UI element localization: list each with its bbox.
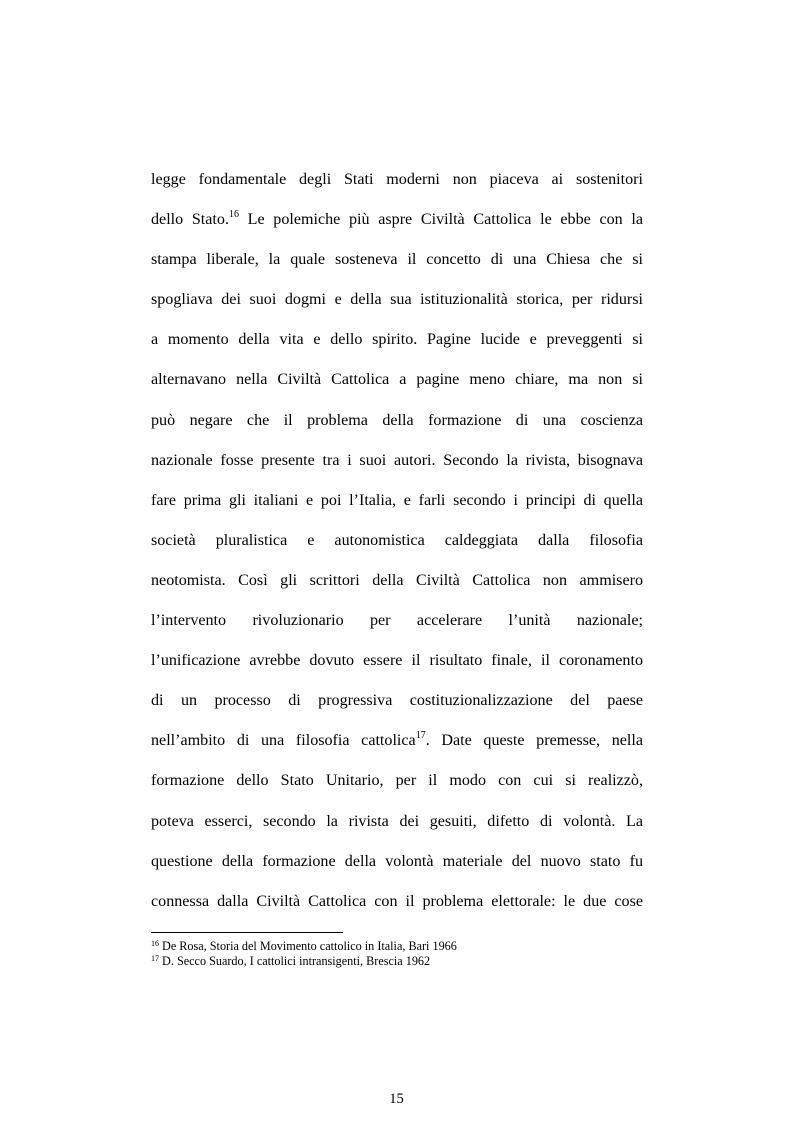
- text-line-6: alternavano nella Civiltà Cattolica a pagine meno chiare, ma non si: [151, 371, 643, 389]
- text-line-13: l’unificazione avrebbe dovuto essere il risultato finale, il coronamento: [151, 652, 643, 670]
- footnote-17: [151, 954, 643, 969]
- footnote-number: 16: [151, 939, 159, 948]
- footnote-16: [151, 939, 643, 954]
- text-line-8: nazionale fosse presente tra i suoi autori. Secondo la rivista, bisognava: [151, 451, 643, 469]
- text-line-11: neotomista. Così gli scrittori della Civiltà Cattolica non ammisero: [151, 571, 643, 589]
- text-line-16: formazione dello Stato Unitario, per il modo con cui si realizzò,: [151, 772, 643, 790]
- text-line-7: può negare che il problema della formazione di una coscienza: [151, 411, 643, 429]
- footnote-ref-17[interactable]: 17: [415, 730, 426, 742]
- text-line-12: l’intervento rivoluzionario per accelerare l’unità nazionale;: [151, 612, 643, 630]
- text-line-4: spogliava dei suoi dogmi e della sua istituzionalità storica, per ridursi: [151, 291, 643, 309]
- footnote-separator: [151, 932, 343, 933]
- footnote-text: D. Secco Suardo, I cattolici intransigenti, Brescia 1962: [159, 954, 431, 968]
- text-line-1: legge fondamentale degli Stati moderni non piaceva ai sostenitori: [151, 171, 643, 188]
- footnote-number: 17: [151, 954, 159, 963]
- text-line-17: poteva esserci, secondo la rivista dei gesuiti, difetto di volontà. La: [151, 812, 643, 830]
- text-line-3: stampa liberale, la quale sosteneva il concetto di una Chiesa che si: [151, 251, 643, 269]
- text-line-14: di un processo di progressiva costituzionalizzazione del paese: [151, 692, 643, 710]
- text-segment: dello Stato.: [151, 211, 229, 229]
- text-segment: nell’ambito di una filosofia cattolica: [151, 732, 416, 750]
- text-segment: Le polemiche più aspre Civiltà Cattolica le ebbe con la: [238, 211, 644, 229]
- text-segment: . Date queste premesse, nella: [425, 732, 643, 750]
- footnote-text: De Rosa, Storia del Movimento cattolico in Italia, Bari 1966: [159, 939, 457, 953]
- text-line-5: a momento della vita e dello spirito. Pagine lucide e preveggenti si: [151, 331, 643, 349]
- text-line-15: [151, 721, 643, 761]
- text-line-9: fare prima gli italiani e poi l’Italia, e farli secondo i principi di quella: [151, 491, 643, 509]
- footnote-ref-16[interactable]: 16: [228, 209, 239, 221]
- text-line-18: questione della formazione della volontà materiale del nuovo stato fu: [151, 852, 643, 870]
- page-number: 15: [389, 1091, 404, 1107]
- text-line-10: società pluralistica e autonomistica caldeggiata dalla filosofia: [151, 531, 643, 549]
- footnotes: [151, 939, 643, 969]
- body-text: [151, 160, 643, 922]
- text-line-2: [151, 200, 643, 240]
- text-line-19: connessa dalla Civiltà Cattolica con il problema elettorale: le due cose: [151, 892, 643, 910]
